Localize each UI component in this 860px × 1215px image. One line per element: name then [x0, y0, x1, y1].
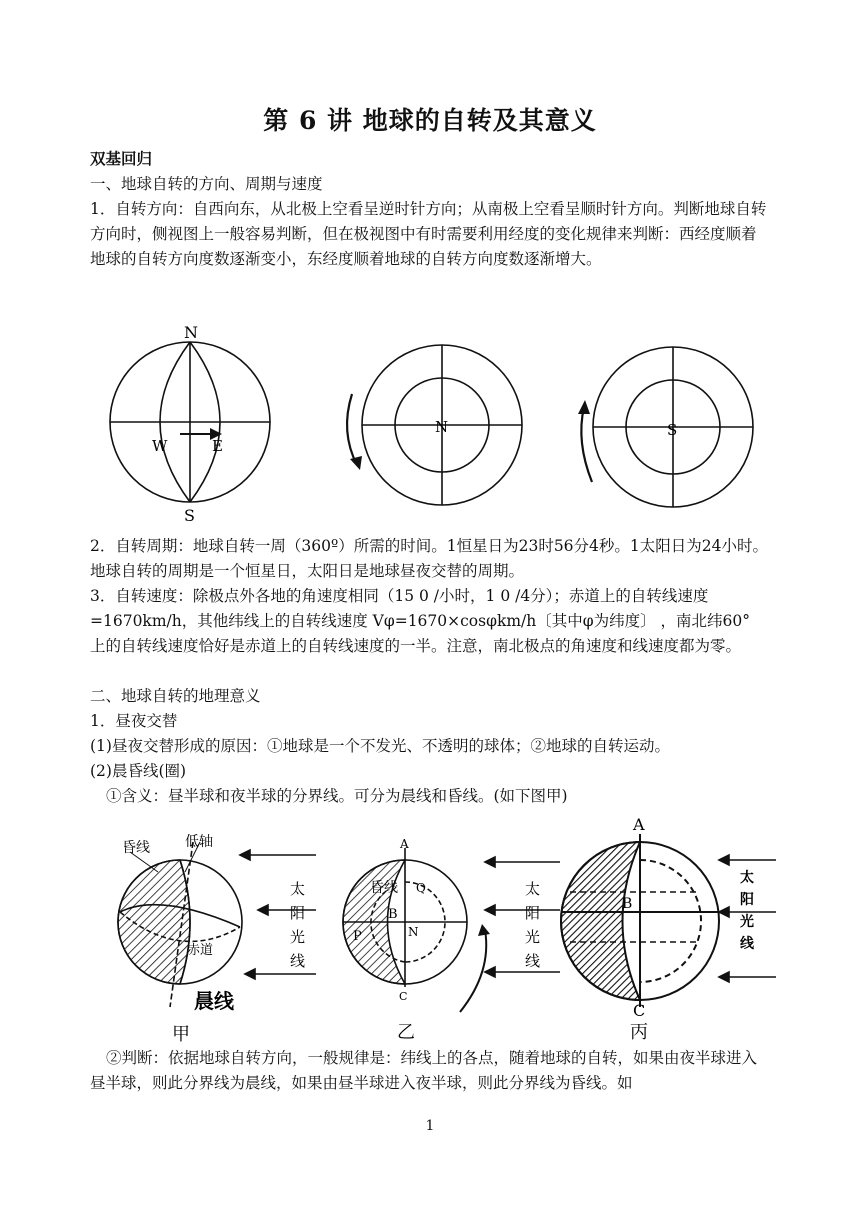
paragraph-rotation-period: 2．自转周期：地球自转一周（360º）所需的时间。1恒星日为23时56分4秒。1太阳日为24小时。地球自转的周期是一个恒星日，太阳日是地球昼夜交替的周期。 [90, 537, 768, 580]
south-polar-view [578, 347, 753, 507]
jia-axis-label: 低轴 [185, 834, 213, 850]
bing-caption: 丙 [630, 1022, 648, 1043]
jia-dusk-label: 昏线 [122, 840, 150, 856]
yi-dusk-label: 昏线 [370, 880, 398, 896]
globe-jia [118, 842, 242, 1007]
jia-dawn-label: 晨线 [194, 989, 234, 1013]
side-view-globe [110, 342, 270, 502]
section-heading: 双基回归 [90, 149, 153, 168]
paragraph-terminator-definition: ①含义：昼半球和夜半球的分界线。可分为晨线和昏线。(如下图甲) [106, 787, 568, 805]
paragraph-cause: (1)昼夜交替形成的原因：①地球是一个不发光、不透明的球体；②地球的自转运动。 [90, 737, 670, 755]
bing-a-label: A [633, 815, 645, 834]
bing-b-label: B [622, 896, 633, 912]
yi-b-label: B [388, 907, 398, 922]
south-label: S [184, 506, 195, 522]
globe-bing [561, 834, 719, 1007]
yi-q-label: Q [416, 881, 426, 895]
sunlight-label-1: 太阳光线 [290, 880, 306, 970]
bing-c-label: C [633, 1001, 646, 1020]
page-number: 1 [425, 1118, 435, 1134]
west-label: W [152, 437, 168, 455]
jia-caption: 甲 [172, 1024, 190, 1044]
sunlight-label-2: 太阳光线 [525, 880, 541, 970]
south-pole-label: S [667, 421, 678, 439]
sunlight-arrows-2 [485, 857, 560, 977]
yi-caption: 乙 [397, 1022, 415, 1043]
yi-n-label: N [408, 925, 419, 939]
subsection-terminator: (2)晨昏线(圈) [90, 762, 187, 780]
east-label: E [212, 437, 223, 455]
paragraph-rotation-direction: 1．自转方向：自西向东，从北极上空看呈逆时针方向；从南极上空看呈顺时针方向。判断地球自转方向时，侧视图上一般容易判断，但在极视图中有时需要利用经度的变化规律来判断：西经度顺着地球的自转方向度数逐渐变小，东经度顺着地球的自转方向度数逐渐增大。 [90, 200, 767, 268]
rotation-direction-figure [100, 322, 540, 522]
section-title-2: 二、地球自转的地理意义 [90, 687, 261, 705]
yi-p-label: P [353, 929, 362, 944]
north-pole-label: N [435, 418, 449, 436]
south-polar-figure [570, 342, 770, 512]
jia-equator-label: 赤道 [187, 943, 214, 958]
paragraph-judgement: ②判断：依据地球自转方向，一般规律是：纬线上的各点，随着地球的自转，如果由夜半球进入昼半球，则此分界线为晨线，如果由昼半球进入夜半球，则此分界线为昏线。如 [90, 1049, 758, 1092]
page-title: 第 6 讲 地球的自转及其意义 [263, 106, 597, 135]
section-title-1: 一、地球自转的方向、周期与速度 [90, 175, 323, 193]
yi-c-label: C [399, 990, 408, 1003]
terminator-figure [100, 812, 780, 1044]
paragraph-rotation-speed: 3．自转速度：除极点外各地的角速度相同（15 0 /小时，1 0 /4分）；赤道上的自转线速度=1670km/h，其他纬线上的自转线速度 Vφ=1670×cosφkm/h〔其中φ为纬度〕 ，南北纬60° 上的自转线速度恰好是赤道上的自转线速度的一半。注意，南北极点的角速度和线速度都为零。 [90, 587, 750, 655]
yi-a-label: A [400, 837, 409, 851]
north-label: N [184, 323, 198, 342]
subsection-day-night: 1．昼夜交替 [90, 712, 178, 730]
sunlight-label-3: 太阳光线 [740, 870, 754, 952]
